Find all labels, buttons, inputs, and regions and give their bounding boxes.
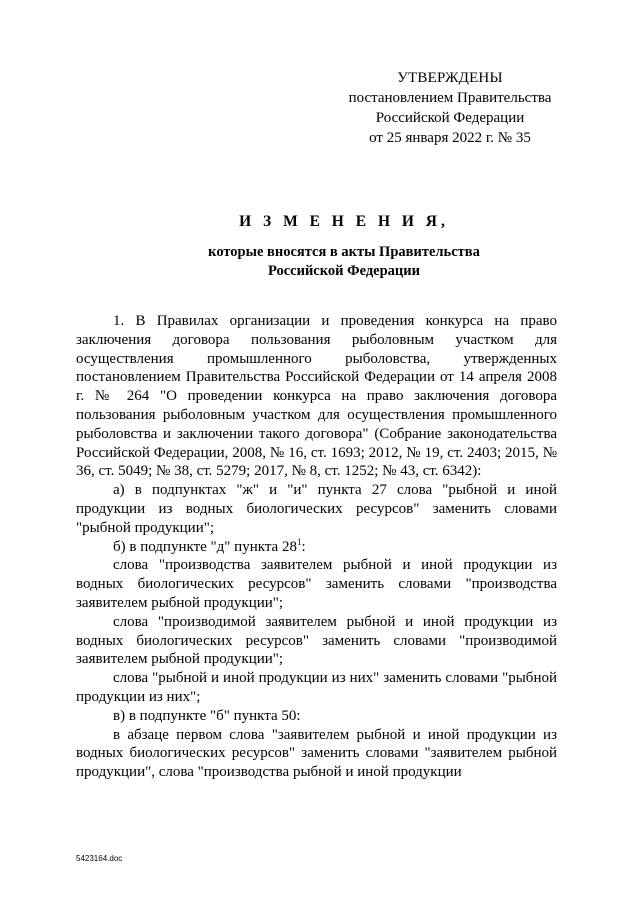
paragraph-subitem-a: а) в подпунктах "ж" и "и" пункта 27 слова "рыбной и иной продукции из водных биологических ресурсов" заменить словами "рыбной продукции";: [76, 482, 557, 536]
heading-title: И З М Е Н Е Н И Я,: [239, 213, 449, 230]
paragraph-replacement-3: слова "рыбной и иной продукции из них" заменить словами "рыбной продукции из них";: [76, 670, 557, 705]
approval-line-date-number: от 25 января 2022 г. № 35: [369, 130, 531, 146]
approval-block: [300, 68, 600, 148]
paragraph-subitem-b: [76, 538, 557, 557]
approval-title: УТВЕРЖДЕНЫ: [397, 70, 503, 86]
paragraph-replacement-2: слова "производимой заявителем рыбной и иной продукции из водных биологических ресурсов" заменить словами "производимой заявителем рыбной продукции";: [76, 613, 557, 668]
paragraph-subitem-b-text: б) в подпункте "д" пункта 28: [113, 538, 297, 555]
approval-line-resolution: постановлением Правительства: [348, 90, 552, 106]
paragraph-first-abzac: в абзаце первом слова "заявителем рыбной и иной продукции из водных биологических ресурсов" заменить словами "заявителем рыбной продукции", слова "производства рыбной и иной продукции: [76, 726, 557, 781]
approval-line-federation: Российской Федерации: [375, 110, 525, 126]
paragraph-item-1: 1. В Правилах организации и проведения конкурса на право заключения договора пользования рыболовным участком для осуществления промышленного рыболовства, утвержденных постановлением Правительства Российской Федерации от 14 апреля 2008 г. № 264 "О проведении конкурса на право заключения договора пользования рыболовным участком для осуществления промышленного рыболовства и заключении такого договора" (Собрание законодательства Российской Федерации, 2008, № 16, ст. 1693; 2012, № 19, ст. 2403; 2015, № 36, ст. 5049; № 38, ст. 5279; 2017, № 8, ст. 1252; № 43, ст. 6342):: [76, 313, 557, 480]
document-code: 5423164.doc: [76, 854, 123, 863]
paragraph-subitem-v: в) в подпункте "б" пункта 50:: [113, 707, 301, 724]
heading-subtitle-line2: Российской Федерации: [267, 263, 420, 279]
heading-subtitle-line1: которые вносятся в акты Правительства: [208, 244, 480, 260]
document-body: [76, 312, 557, 782]
superscript-index: 1: [296, 536, 302, 547]
paragraph-replacement-1: слова "производства заявителем рыбной и иной продукции из водных биологических ресурсов" заменить словами "производства заявителем рыбной продукции";: [76, 557, 557, 611]
paragraph-subitem-b-tail: :: [301, 538, 306, 555]
document-heading: [60, 213, 580, 281]
